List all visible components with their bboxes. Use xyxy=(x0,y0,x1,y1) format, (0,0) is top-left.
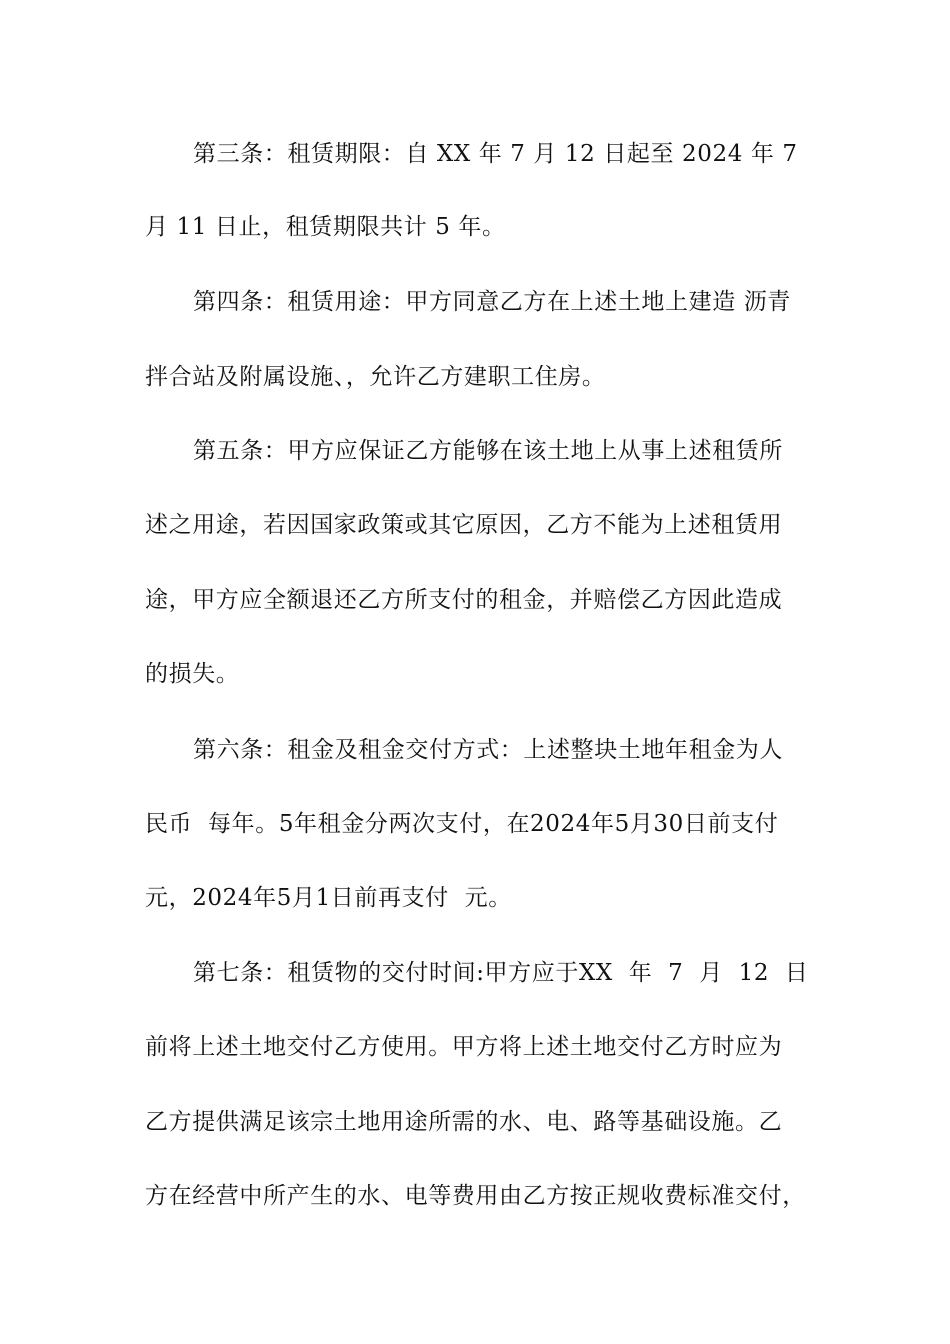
article-5-line-1: 第五条：甲方应保证乙方能够在该土地上从事上述租赁所 xyxy=(193,438,783,464)
article-6-line-1: 第六条：租金及租金交付方式：上述整块土地年租金为人 xyxy=(193,737,783,763)
article-6-line-2: 民币 每年。5年租金分两次支付，在2024年5月30日前支付 xyxy=(145,811,779,837)
article-5-line-4: 的损失。 xyxy=(145,661,240,687)
article-4-line-2: 拌合站及附属设施、，允许乙方建职工住房。 xyxy=(145,364,606,390)
article-4-line-1: 第四条：租赁用途：甲方同意乙方在上述土地上建造 沥青 xyxy=(193,289,791,315)
article-7-line-1: 第七条：租赁物的交付时间:甲方应于XX 年 7 月 12 日 xyxy=(193,960,809,986)
article-6-line-3: 元，2024年5月1日前再支付 元。 xyxy=(145,885,512,911)
article-3-line-1: 第三条：租赁期限：自 XX 年 7 月 12 日起至 2024 年 7 xyxy=(193,141,798,167)
article-7-line-3: 乙方提供满足该宗土地用途所需的水、电、路等基础设施。乙 xyxy=(145,1109,783,1135)
article-3-line-2: 月 11 日止，租赁期限共计 5 年。 xyxy=(145,214,506,240)
article-7-line-2: 前将上述土地交付乙方使用。甲方将上述土地交付乙方时应为 xyxy=(145,1034,783,1060)
article-7-line-4: 方在经营中所产生的水、电等费用由乙方按正规收费标准交付， xyxy=(145,1183,806,1209)
article-5-line-3: 途，甲方应全额退还乙方所支付的租金，并赔偿乙方因此造成 xyxy=(145,587,783,613)
article-5-line-2: 述之用途，若因国家政策或其它原因，乙方不能为上述租赁用 xyxy=(145,512,783,538)
